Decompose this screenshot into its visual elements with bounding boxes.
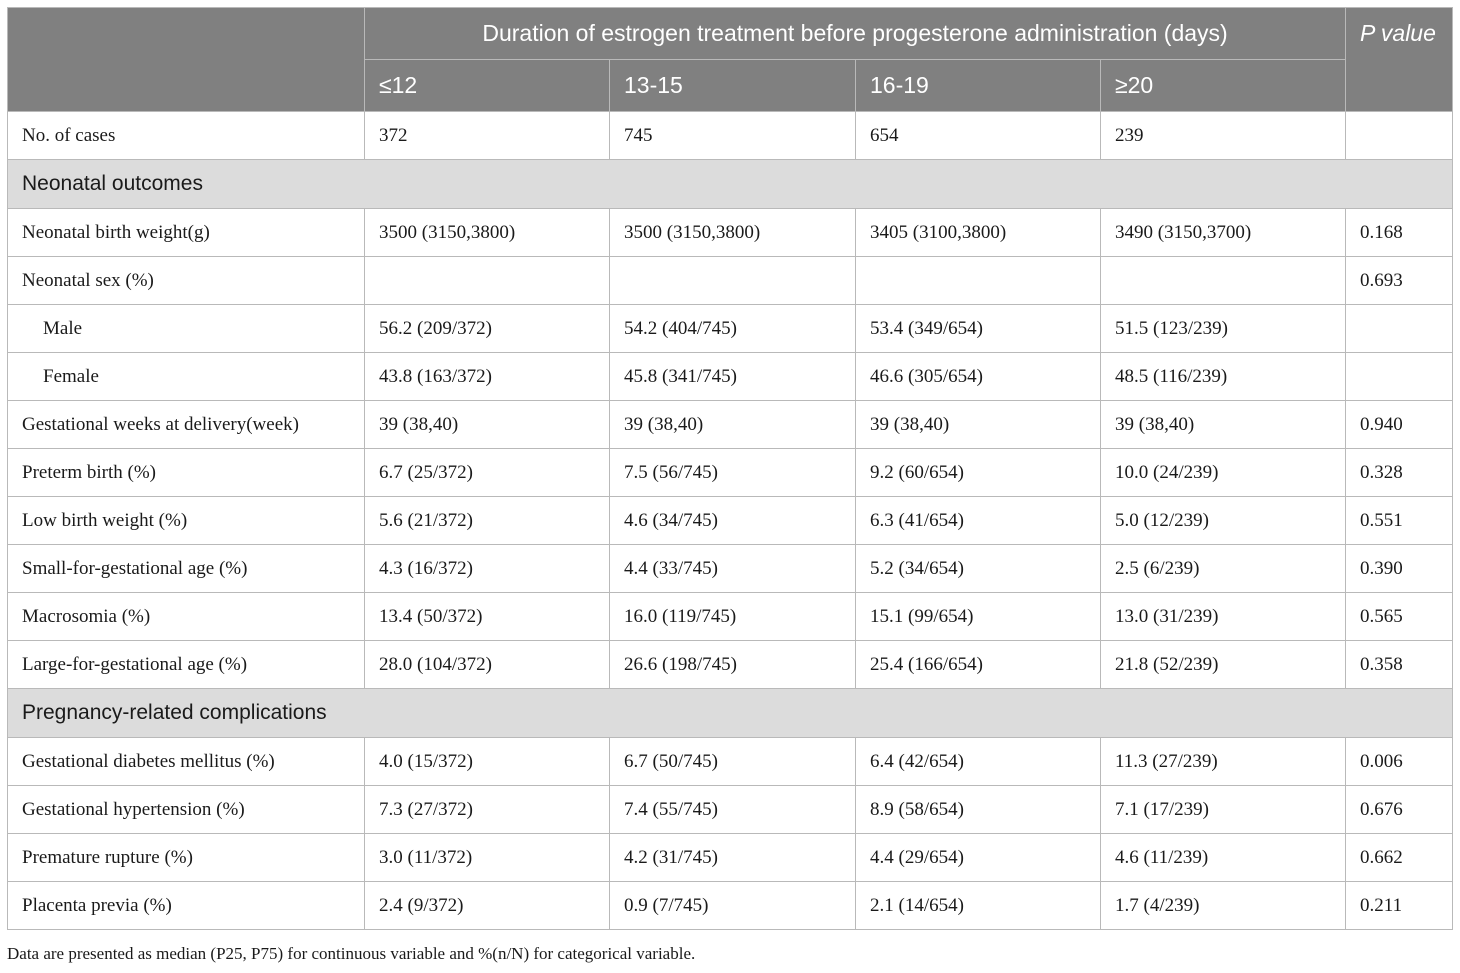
table-row — [8, 641, 1453, 689]
row-label: Gestational diabetes mellitus (%) — [8, 738, 365, 786]
table-row — [8, 593, 1453, 641]
cell-p-value: 0.006 — [1346, 738, 1453, 786]
cell-group-2: 0.9 (7/745) — [610, 882, 856, 930]
cell-group-4: 2.5 (6/239) — [1101, 545, 1346, 593]
cell-group-4: 5.0 (12/239) — [1101, 497, 1346, 545]
cell-group-3: 46.6 (305/654) — [856, 353, 1101, 401]
table-row — [8, 401, 1453, 449]
cell-group-3: 53.4 (349/654) — [856, 305, 1101, 353]
row-label: Small-for-gestational age (%) — [8, 545, 365, 593]
cell-p-value: 0.662 — [1346, 834, 1453, 882]
row-label: Neonatal sex (%) — [8, 257, 365, 305]
cell-group-3: 15.1 (99/654) — [856, 593, 1101, 641]
cell-group-4 — [1101, 257, 1346, 305]
header-row-groups — [8, 8, 1453, 60]
header-group-1: ≤12 — [365, 60, 610, 112]
cell-group-3: 9.2 (60/654) — [856, 449, 1101, 497]
cell-group-1: 3500 (3150,3800) — [365, 209, 610, 257]
header-group-4: ≥20 — [1101, 60, 1346, 112]
header-group-title: Duration of estrogen treatment before progesterone administration (days) — [365, 8, 1346, 60]
cell-group-3: 2.1 (14/654) — [856, 882, 1101, 930]
cell-group-1: 43.8 (163/372) — [365, 353, 610, 401]
cell-group-3: 6.4 (42/654) — [856, 738, 1101, 786]
cell-group-1: 13.4 (50/372) — [365, 593, 610, 641]
cell-group-3: 6.3 (41/654) — [856, 497, 1101, 545]
row-label: Gestational weeks at delivery(week) — [8, 401, 365, 449]
table-row — [8, 882, 1453, 930]
table-row — [8, 305, 1453, 353]
row-label: Macrosomia (%) — [8, 593, 365, 641]
row-label: Preterm birth (%) — [8, 449, 365, 497]
cell-p-value — [1346, 305, 1453, 353]
cell-group-4: 4.6 (11/239) — [1101, 834, 1346, 882]
cell-group-1: 28.0 (104/372) — [365, 641, 610, 689]
cell-group-2: 7.5 (56/745) — [610, 449, 856, 497]
cell-group-1: 39 (38,40) — [365, 401, 610, 449]
cell-group-4: 39 (38,40) — [1101, 401, 1346, 449]
cell-group-2: 16.0 (119/745) — [610, 593, 856, 641]
cell-group-4: 1.7 (4/239) — [1101, 882, 1346, 930]
cell-group-3: 39 (38,40) — [856, 401, 1101, 449]
cell-group-2: 745 — [610, 112, 856, 160]
cell-p-value: 0.940 — [1346, 401, 1453, 449]
section-title: Neonatal outcomes — [8, 160, 1453, 209]
table-row — [8, 353, 1453, 401]
cell-group-1: 372 — [365, 112, 610, 160]
section-row-pregnancy — [8, 689, 1453, 738]
cell-group-3: 8.9 (58/654) — [856, 786, 1101, 834]
cell-group-1: 4.0 (15/372) — [365, 738, 610, 786]
row-label: Placenta previa (%) — [8, 882, 365, 930]
cell-group-3: 3405 (3100,3800) — [856, 209, 1101, 257]
cell-p-value — [1346, 353, 1453, 401]
cell-group-1 — [365, 257, 610, 305]
cell-group-3: 5.2 (34/654) — [856, 545, 1101, 593]
section-row-neonatal — [8, 160, 1453, 209]
cell-group-2: 6.7 (50/745) — [610, 738, 856, 786]
table-row — [8, 834, 1453, 882]
row-label: Gestational hypertension (%) — [8, 786, 365, 834]
cell-group-2: 39 (38,40) — [610, 401, 856, 449]
row-label: No. of cases — [8, 112, 365, 160]
cell-group-1: 2.4 (9/372) — [365, 882, 610, 930]
cell-group-3 — [856, 257, 1101, 305]
cell-p-value: 0.168 — [1346, 209, 1453, 257]
cell-group-3: 25.4 (166/654) — [856, 641, 1101, 689]
cell-group-4: 11.3 (27/239) — [1101, 738, 1346, 786]
cell-group-4: 3490 (3150,3700) — [1101, 209, 1346, 257]
table-footnote: Data are presented as median (P25, P75) for continuous variable and %(n/N) for categorical variable. — [7, 944, 696, 963]
cell-p-value: 0.211 — [1346, 882, 1453, 930]
cell-group-4: 7.1 (17/239) — [1101, 786, 1346, 834]
section-title: Pregnancy-related complications — [8, 689, 1453, 738]
row-label: Premature rupture (%) — [8, 834, 365, 882]
cell-group-4: 13.0 (31/239) — [1101, 593, 1346, 641]
cell-group-2: 4.6 (34/745) — [610, 497, 856, 545]
row-label: Male — [8, 305, 365, 353]
table-row — [8, 786, 1453, 834]
results-table — [7, 7, 1453, 930]
table-row — [8, 449, 1453, 497]
cell-group-4: 51.5 (123/239) — [1101, 305, 1346, 353]
table-row — [8, 738, 1453, 786]
cell-p-value: 0.693 — [1346, 257, 1453, 305]
row-label: Low birth weight (%) — [8, 497, 365, 545]
header-p-value: P value — [1346, 8, 1453, 112]
row-label: Neonatal birth weight(g) — [8, 209, 365, 257]
cell-group-4: 239 — [1101, 112, 1346, 160]
cell-p-value: 0.328 — [1346, 449, 1453, 497]
table-row — [8, 209, 1453, 257]
header-group-3: 16-19 — [856, 60, 1101, 112]
cell-group-2: 4.2 (31/745) — [610, 834, 856, 882]
cell-group-1: 7.3 (27/372) — [365, 786, 610, 834]
cell-group-1: 5.6 (21/372) — [365, 497, 610, 545]
cell-group-4: 21.8 (52/239) — [1101, 641, 1346, 689]
header-group-2: 13-15 — [610, 60, 856, 112]
cell-p-value: 0.390 — [1346, 545, 1453, 593]
cell-group-4: 48.5 (116/239) — [1101, 353, 1346, 401]
row-label: Female — [8, 353, 365, 401]
cell-p-value: 0.358 — [1346, 641, 1453, 689]
cell-group-1: 4.3 (16/372) — [365, 545, 610, 593]
row-label: Large-for-gestational age (%) — [8, 641, 365, 689]
cell-p-value: 0.551 — [1346, 497, 1453, 545]
cell-group-3: 654 — [856, 112, 1101, 160]
table-row — [8, 257, 1453, 305]
table-row — [8, 497, 1453, 545]
cell-group-2 — [610, 257, 856, 305]
cell-group-1: 6.7 (25/372) — [365, 449, 610, 497]
cell-group-4: 10.0 (24/239) — [1101, 449, 1346, 497]
cell-group-2: 7.4 (55/745) — [610, 786, 856, 834]
cell-group-2: 26.6 (198/745) — [610, 641, 856, 689]
cell-group-2: 3500 (3150,3800) — [610, 209, 856, 257]
cell-group-2: 54.2 (404/745) — [610, 305, 856, 353]
cell-group-1: 56.2 (209/372) — [365, 305, 610, 353]
table-row — [8, 545, 1453, 593]
cell-group-2: 4.4 (33/745) — [610, 545, 856, 593]
cell-p-value: 0.676 — [1346, 786, 1453, 834]
cell-p-value: 0.565 — [1346, 593, 1453, 641]
table-row — [8, 112, 1453, 160]
cell-group-3: 4.4 (29/654) — [856, 834, 1101, 882]
header-blank-cell — [8, 8, 365, 112]
cell-group-2: 45.8 (341/745) — [610, 353, 856, 401]
cell-p-value — [1346, 112, 1453, 160]
cell-group-1: 3.0 (11/372) — [365, 834, 610, 882]
